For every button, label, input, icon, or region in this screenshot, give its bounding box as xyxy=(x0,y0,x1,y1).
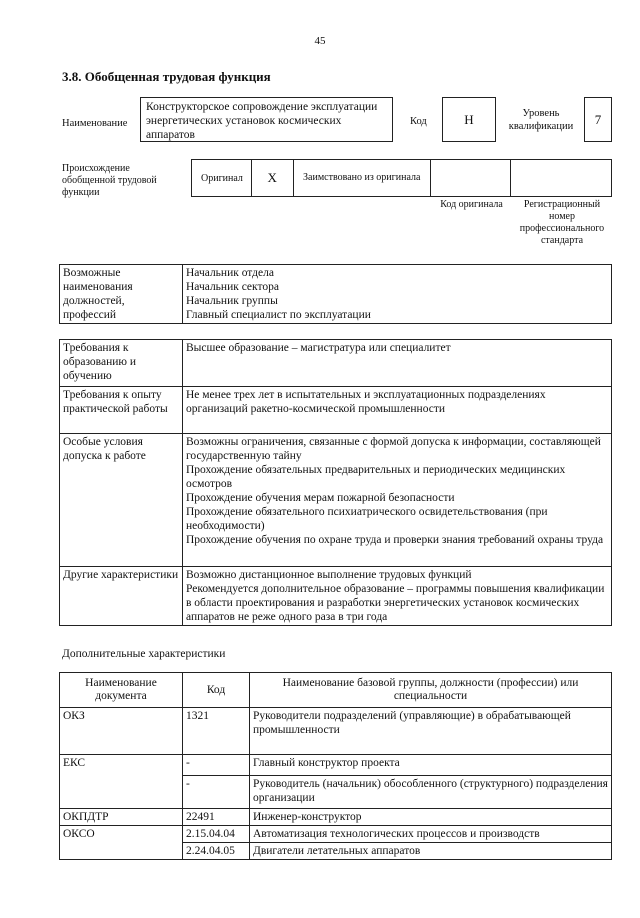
code-original-cell xyxy=(431,160,512,196)
doc-cell: ЕКС xyxy=(60,755,183,809)
name-label: Наименование xyxy=(62,118,128,129)
requirement-line: Прохождение обучения мерам пожарной безопасности xyxy=(186,492,455,504)
name-cell: Двигатели летательных аппаратов xyxy=(250,843,612,860)
reg-number-label: Регистрационный номер профессионального стандарта xyxy=(519,199,605,246)
requirement-line: Не менее трех лет в испытательных и эксплуатационных подразделениях организаций ракетно-космической промышленности xyxy=(186,389,546,415)
doc-cell: ОКСО xyxy=(60,826,183,860)
code-cell: 22491 xyxy=(183,809,250,826)
requirement-label: Требования к опыту практической работы xyxy=(60,387,183,434)
requirement-row xyxy=(60,567,612,626)
requirement-line: Возможны ограничения, связанные с формой допуска к информации, составляющей государственную тайну xyxy=(186,436,601,462)
borrowed-label: Заимствовано из оригинала xyxy=(294,160,431,196)
table-row xyxy=(60,826,612,843)
original-label: Оригинал xyxy=(192,160,252,196)
header-document: Наименование документа xyxy=(60,673,183,708)
requirement-row xyxy=(60,340,612,387)
requirement-value xyxy=(183,340,612,387)
extra-header-row xyxy=(60,673,612,708)
code-cell: 2.15.04.04 xyxy=(183,826,250,843)
section-title: 3.8. Обобщенная трудовая функция xyxy=(62,69,271,84)
requirement-row xyxy=(60,434,612,567)
code-cell: - xyxy=(183,755,250,776)
code-value: H xyxy=(442,97,496,142)
reg-number-cell xyxy=(511,160,611,196)
header-code: Код xyxy=(183,673,250,708)
requirement-line: Рекомендуется дополнительное образование – программы повышения квалификации в области проектирования и разработки энергетических установок космических аппаратов не реже одного раза в три года xyxy=(186,583,605,623)
header-name: Наименование базовой группы, должности (профессии) или специальности xyxy=(250,673,612,708)
position-item: Начальник группы xyxy=(186,295,278,307)
requirement-value xyxy=(183,567,612,626)
positions-list xyxy=(183,265,612,324)
positions-table xyxy=(59,264,612,324)
level-value: 7 xyxy=(584,97,612,142)
code-label: Код xyxy=(410,116,427,127)
doc-cell: ОКЗ xyxy=(60,708,183,755)
extra-table xyxy=(59,672,612,860)
origin-label: Происхождение обобщенной трудовой функции xyxy=(62,163,157,198)
requirement-label: Требования к образованию и обучению xyxy=(60,340,183,387)
requirement-line: Прохождение обязательных предварительных и периодических медицинских осмотров xyxy=(186,464,566,490)
name-cell: Руководители подразделений (управляющие) в обрабатывающей промышленности xyxy=(250,708,612,755)
requirement-value xyxy=(183,387,612,434)
code-cell: 2.24.04.05 xyxy=(183,843,250,860)
code-cell: 1321 xyxy=(183,708,250,755)
code-original-label: Код оригинала xyxy=(440,199,503,210)
position-item: Начальник отдела xyxy=(186,267,274,279)
requirement-row xyxy=(60,387,612,434)
position-item: Начальник сектора xyxy=(186,281,279,293)
name-value: Конструкторское сопровождение эксплуатации энергетических установок космических аппаратов xyxy=(140,97,393,142)
name-cell: Инженер-конструктор xyxy=(250,809,612,826)
requirement-line: Прохождение обучения по охране труда и проверки знания требований охраны труда xyxy=(186,534,604,546)
name-cell: Главный конструктор проекта xyxy=(250,755,612,776)
requirement-value xyxy=(183,434,612,567)
doc-cell: ОКПДТР xyxy=(60,809,183,826)
positions-label: Возможные наименования должностей, профессий xyxy=(60,265,183,324)
name-cell: Руководитель (начальник) обособленного (структурного) подразделения организации xyxy=(250,776,612,809)
requirement-label: Другие характеристики xyxy=(60,567,183,626)
extra-title: Дополнительные характеристики xyxy=(62,648,226,660)
level-label: Уровень квалификации xyxy=(508,108,574,132)
name-cell: Автоматизация технологических процессов и производств xyxy=(250,826,612,843)
page-number: 45 xyxy=(314,35,326,47)
origin-row xyxy=(191,159,612,197)
position-item: Главный специалист по эксплуатации xyxy=(186,309,371,321)
requirement-label: Особые условия допуска к работе xyxy=(60,434,183,567)
requirement-line: Возможно дистанционное выполнение трудовых функций xyxy=(186,569,472,581)
original-mark: X xyxy=(252,160,294,196)
requirement-line: Прохождение обязательного психиатрического освидетельствования (при необходимости) xyxy=(186,506,548,532)
table-row xyxy=(60,708,612,755)
requirements-table xyxy=(59,339,612,626)
table-row xyxy=(60,755,612,776)
requirement-line: Высшее образование – магистратура или специалитет xyxy=(186,342,451,354)
table-row xyxy=(60,809,612,826)
code-cell: - xyxy=(183,776,250,809)
